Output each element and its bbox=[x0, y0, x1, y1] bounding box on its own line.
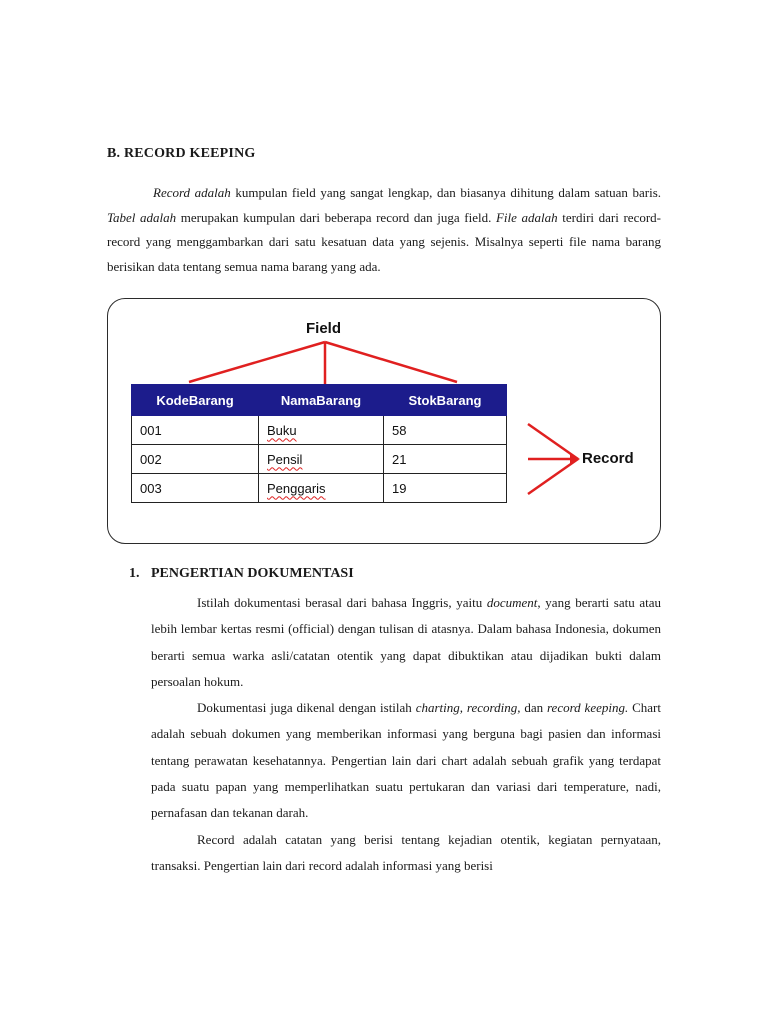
para-text: terdiri dari record-record yang menggambarkan dari satu kesatuan data yang sejenis. Misalnya seperti file nama barang berisikan data tentang semua nama barang yang ada. bbox=[107, 209, 662, 274]
section-1-heading bbox=[129, 566, 354, 582]
table-header-row bbox=[132, 385, 507, 416]
header-namabarang: NamaBarang bbox=[259, 385, 384, 416]
para-text: kumpulan field yang sangat lengkap, dan biasanya dihitung dalam satuan baris. bbox=[230, 185, 662, 200]
table-row bbox=[132, 474, 507, 503]
cell-stok: 58 bbox=[384, 416, 507, 445]
dokumentasi-paragraph-1 bbox=[151, 590, 661, 695]
header-kodebarang: KodeBarang bbox=[132, 385, 259, 416]
cell-nama bbox=[259, 474, 384, 503]
section-b-heading: B. RECORD KEEPING bbox=[107, 146, 256, 161]
header-stokbarang: StokBarang bbox=[384, 385, 507, 416]
recording-term: recording, bbox=[466, 700, 521, 715]
cell-nama bbox=[259, 416, 384, 445]
dokumentasi-paragraph-3: Record adalah catatan yang berisi tentang kejadian otentik, kegiatan pernyataan, transaksi. Pengertian lain dari record adalah informasi yang berisi bbox=[151, 832, 661, 874]
tabel-term: Tabel adalah bbox=[107, 209, 177, 225]
field-label: Field bbox=[306, 320, 342, 337]
table-row bbox=[132, 416, 507, 445]
field-arrow-right bbox=[325, 342, 457, 382]
para-text: , yang berarti satu atau lebih lembar kertas resmi (official) dengan tulisan di atasnya. Dalam bahasa Indonesia, dokumen berarti semua warka asli/catatan otentik yang dapat dibuktikan atau dijadikan bukti dalam persoalan hokum. bbox=[151, 595, 661, 689]
para-text: merupakan kumpulan dari beberapa record dan juga field. bbox=[176, 209, 496, 225]
para-text: Chart adalah sebuah dokumen yang memberikan informasi yang berguna bagi pasien dan informasi tentang perawatan kesehatannya. Pengertian lain dari chart adalah sebuah grafik yang terdapat pada suatu papan yang memperlihatkan suatu pertukaran dan variasi dari temperature, nadi, pernafasan dan tekanan darah. bbox=[151, 700, 661, 821]
record-term: Record adalah bbox=[153, 185, 231, 200]
charting-term: charting, bbox=[415, 700, 463, 715]
document-term: document bbox=[486, 595, 538, 610]
record-keeping-term: record keeping. bbox=[546, 700, 629, 715]
field-arrow-left bbox=[189, 342, 325, 382]
cell-nama-text: Penggaris bbox=[267, 480, 326, 496]
barang-table bbox=[131, 384, 507, 503]
cell-nama-text: Pensil bbox=[267, 451, 303, 467]
cell-stok: 19 bbox=[384, 474, 507, 503]
table-row bbox=[132, 445, 507, 474]
section-number: 1. bbox=[129, 566, 140, 581]
record-label: Record bbox=[582, 450, 634, 467]
para-text: dan bbox=[520, 700, 547, 715]
cell-nama bbox=[259, 445, 384, 474]
file-term: File adalah bbox=[495, 209, 558, 225]
para-text: Istilah dokumentasi berasal dari bahasa Inggris, yaitu bbox=[197, 595, 487, 610]
cell-kode: 001 bbox=[132, 416, 259, 445]
cell-nama-text: Buku bbox=[267, 422, 297, 438]
cell-kode: 002 bbox=[132, 445, 259, 474]
para-text: Dokumentasi juga dikenal dengan istilah bbox=[197, 700, 416, 715]
dokumentasi-paragraph-2 bbox=[151, 695, 661, 826]
cell-stok: 21 bbox=[384, 445, 507, 474]
cell-kode: 003 bbox=[132, 474, 259, 503]
record-arrowhead-icon bbox=[570, 453, 580, 465]
section-title: PENGERTIAN DOKUMENTASI bbox=[151, 566, 354, 581]
